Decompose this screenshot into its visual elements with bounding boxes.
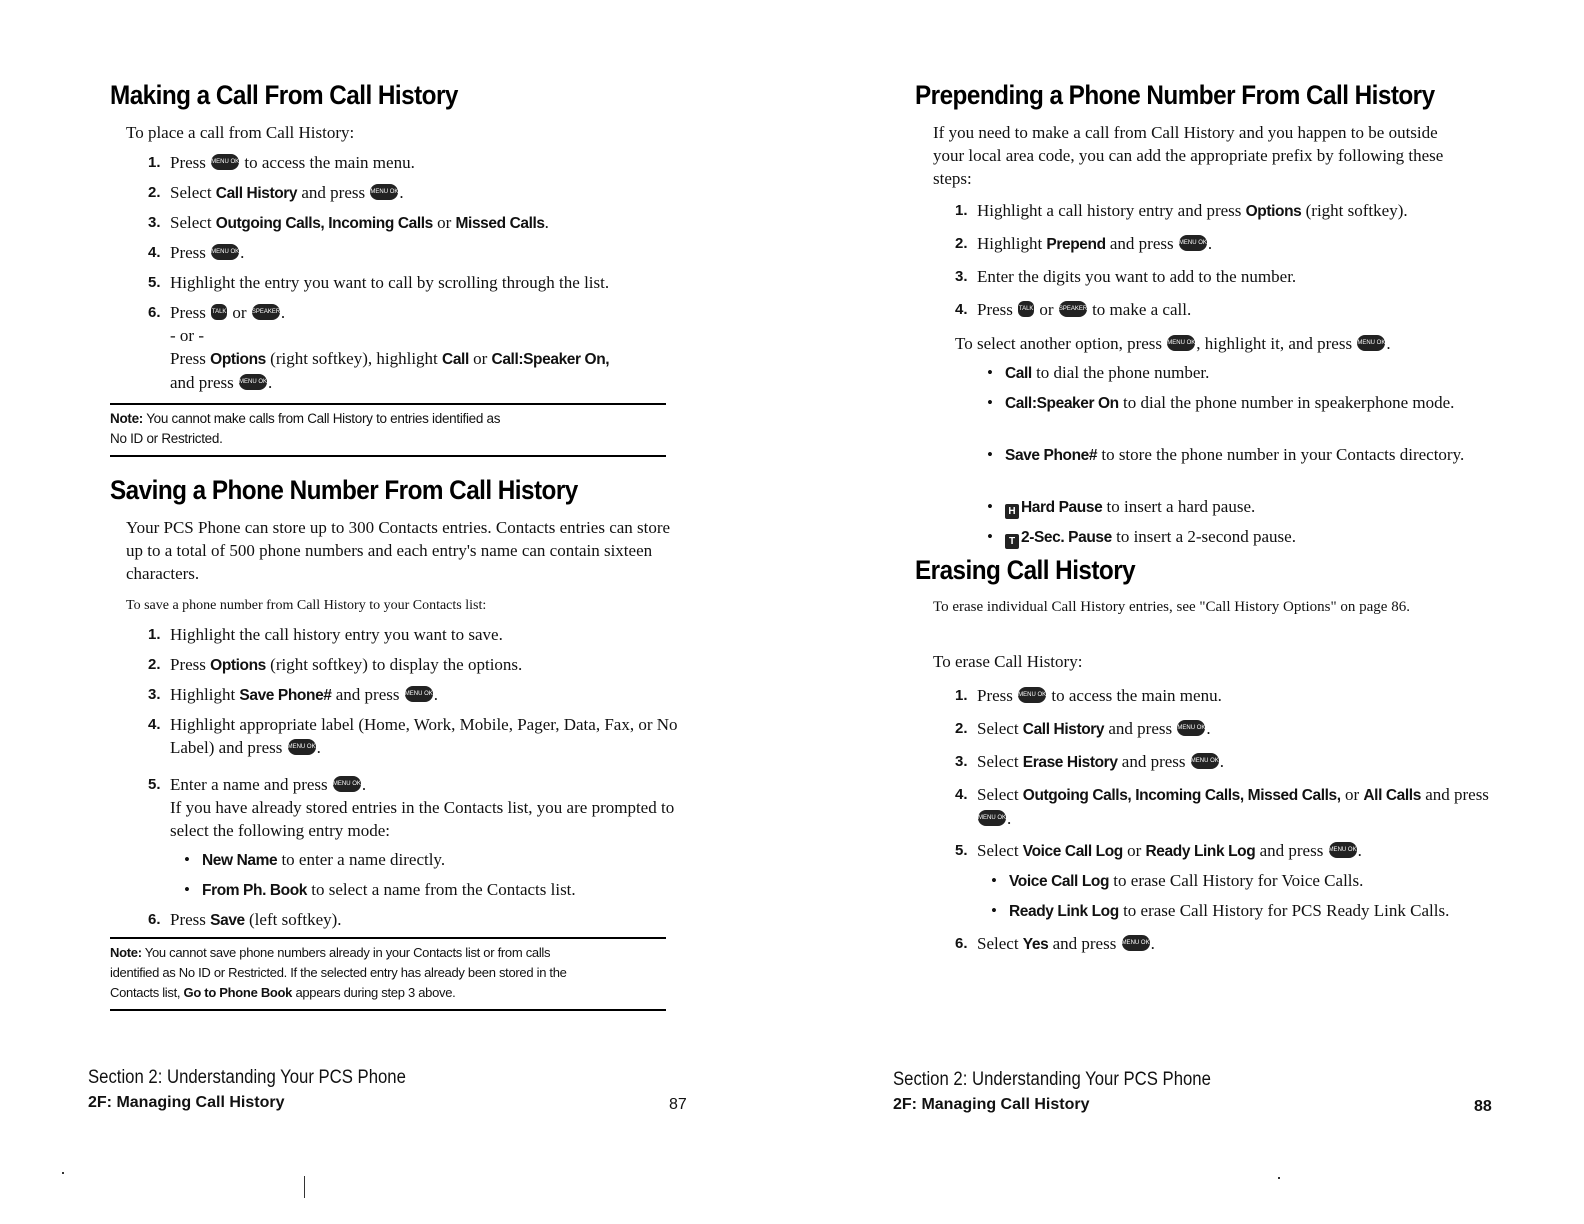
step-5: 5. Enter a name and press MENU OK. If you have already stored entries in the Contacts list, you are prompted to select the following entry mode: • New Name to enter a name directly. • From Ph. Book to select a name from the Contacts list. [148, 773, 678, 908]
page-number: 88 [1474, 1098, 1492, 1115]
step-1: 1. Press MENU OK to access the main menu. [955, 686, 1222, 705]
step-1: 1. Highlight the call history entry you want to save. [148, 625, 503, 644]
step-3: 3. Enter the digits you want to add to the number. [955, 267, 1297, 286]
list-item: • New Name to enter a name directly. [182, 848, 678, 878]
step-4: 4. Press TALK or SPEAKER to make a call. [955, 300, 1192, 319]
footer-section: Section 2: Understanding Your PCS Phone [88, 1067, 406, 1088]
step-5: 5. Highlight the entry you want to call by scrolling through the list. [148, 273, 610, 292]
list-item: • Ready Link Log to erase Call History for PCS Ready Link Calls. [989, 899, 1495, 932]
list-item: • Save Phone# to store the phone number in your Contacts directory. [985, 443, 1485, 495]
menu-ok-key-icon: MENU OK [978, 810, 1006, 826]
save-intro-text: To save a phone number from Call History to your Contacts list: [126, 598, 487, 613]
list-item: • Voice Call Log to erase Call History for Voice Calls. [989, 869, 1495, 899]
step-2: 2. Select Call History and press MENU OK. [955, 719, 1211, 738]
list-item: • H Hard Pause to insert a hard pause. [985, 495, 1485, 525]
menu-ok-key-icon: MENU OK [1018, 687, 1046, 703]
prepend-intro-text: If you need to make a call from Call History and you happen to be outside your local area code, you can add the appropriate prefix by following these steps: [933, 123, 1444, 188]
list-item: • Call to dial the phone number. [985, 361, 1485, 391]
list-item: • T 2-Sec. Pause to insert a 2-second pause. [985, 525, 1485, 555]
menu-ok-key-icon: MENU OK [211, 154, 239, 170]
menu-ok-key-icon: MENU OK [239, 374, 267, 390]
menu-ok-key-icon: MENU OK [1357, 335, 1385, 351]
hard-pause-key-icon: H [1005, 504, 1019, 519]
menu-ok-key-icon: MENU OK [1329, 842, 1357, 858]
steps-saving-number [148, 623, 678, 932]
note-box-2: Note: You cannot save phone numbers already in your Contacts list or from calls identified as No ID or Restricted. If the selected entry has already been stored in the Contacts list, Go to Phone Book appears during step 3 above. [110, 937, 666, 1011]
section-title-saving-number: Saving a Phone Number From Call History [110, 475, 578, 505]
menu-ok-key-icon: MENU OK [370, 184, 398, 200]
section-title-prepending: Prepending a Phone Number From Call History [915, 80, 1435, 110]
speaker-key-icon: SPEAKER [1059, 301, 1087, 317]
section-title-erasing: Erasing Call History [915, 555, 1136, 585]
menu-ok-key-icon: MENU OK [211, 244, 239, 260]
step-6: 6. Press TALK or SPEAKER. - or - Press Options (right softkey), highlight Call or Call:Speaker On, and press MENU OK. [148, 303, 610, 392]
scan-mark [304, 1176, 305, 1198]
list-item: • Call:Speaker On to dial the phone number in speakerphone mode. [985, 391, 1485, 443]
erase-reference-text: To erase individual Call History entries, see "Call History Options" on page 86. [933, 599, 1410, 615]
menu-ok-key-icon: MENU OK [1177, 720, 1205, 736]
log-type-list [989, 869, 1495, 932]
contacts-capacity-text: Your PCS Phone can store up to 300 Contacts entries. Contacts entries can store up to a total of 500 phone numbers and each entry's name can contain sixteen characters. [126, 518, 671, 583]
two-sec-pause-key-icon: T [1005, 534, 1019, 549]
scan-dot [1278, 1177, 1280, 1179]
step-4: 4. Press MENU OK. [148, 243, 245, 262]
scan-dot [62, 1172, 64, 1174]
menu-ok-key-icon: MENU OK [1179, 235, 1207, 251]
step-2: 2. Highlight Prepend and press MENU OK. [955, 234, 1213, 253]
step-6: 6. Press Save (left softkey). [148, 910, 342, 929]
menu-ok-key-icon: MENU OK [288, 739, 316, 755]
select-option-text: To select another option, press MENU OK, highlight it, and press MENU OK. [955, 334, 1391, 353]
step-4: 4. Highlight appropriate label (Home, Work, Mobile, Pager, Data, Fax, or No Label) and press MENU OK. [148, 715, 678, 757]
footer-section: Section 2: Understanding Your PCS Phone [893, 1069, 1211, 1090]
steps-making-call [148, 151, 688, 394]
step-5: 5. Select Voice Call Log or Ready Link Log and press MENU OK. • Voice Call Log to erase Call History for Voice Calls. • Ready Link Log to erase Call History for PCS Ready Link Calls. [955, 839, 1495, 932]
menu-ok-key-icon: MENU OK [1122, 935, 1150, 951]
prepend-options-list [985, 361, 1485, 555]
note-box-1: Note: You cannot make calls from Call History to entries identified as No ID or Restricted. [110, 403, 666, 457]
step-3: 3. Select Erase History and press MENU OK. [955, 752, 1225, 771]
list-item: • From Ph. Book to select a name from the Contacts list. [182, 878, 678, 908]
step-1: 1. Highlight a call history entry and press Options (right softkey). [955, 201, 1408, 220]
section-title-making-call: Making a Call From Call History [110, 80, 458, 110]
entry-mode-list [182, 848, 678, 908]
footer-chapter: 2F: Managing Call History [88, 1094, 285, 1111]
page-number: 87 [669, 1096, 687, 1113]
menu-ok-key-icon: MENU OK [1167, 335, 1195, 351]
talk-key-icon: TALK [1018, 301, 1034, 317]
step-3: 3. Highlight Save Phone# and press MENU OK. [148, 685, 438, 704]
menu-ok-key-icon: MENU OK [333, 776, 361, 792]
speaker-key-icon: SPEAKER [252, 304, 280, 320]
footer-chapter: 2F: Managing Call History [893, 1096, 1090, 1113]
steps-prepending [955, 199, 1495, 331]
steps-erasing [955, 684, 1495, 956]
step-2: 2. Press Options (right softkey) to display the options. [148, 655, 523, 674]
step-6: 6. Select Yes and press MENU OK. [955, 934, 1155, 953]
step-1: 1. Press MENU OK to access the main menu. [148, 153, 415, 172]
step-3: 3. Select Outgoing Calls, Incoming Calls or Missed Calls. [148, 213, 549, 232]
erase-intro-text: To erase Call History: [933, 652, 1083, 671]
menu-ok-key-icon: MENU OK [405, 686, 433, 702]
step-2: 2. Select Call History and press MENU OK. [148, 183, 404, 202]
intro-text: To place a call from Call History: [126, 123, 355, 142]
talk-key-icon: TALK [211, 304, 227, 320]
menu-ok-key-icon: MENU OK [1191, 753, 1219, 769]
step-4: 4. Select Outgoing Calls, Incoming Calls, Missed Calls, or All Calls and press MENU OK. [955, 785, 1489, 828]
